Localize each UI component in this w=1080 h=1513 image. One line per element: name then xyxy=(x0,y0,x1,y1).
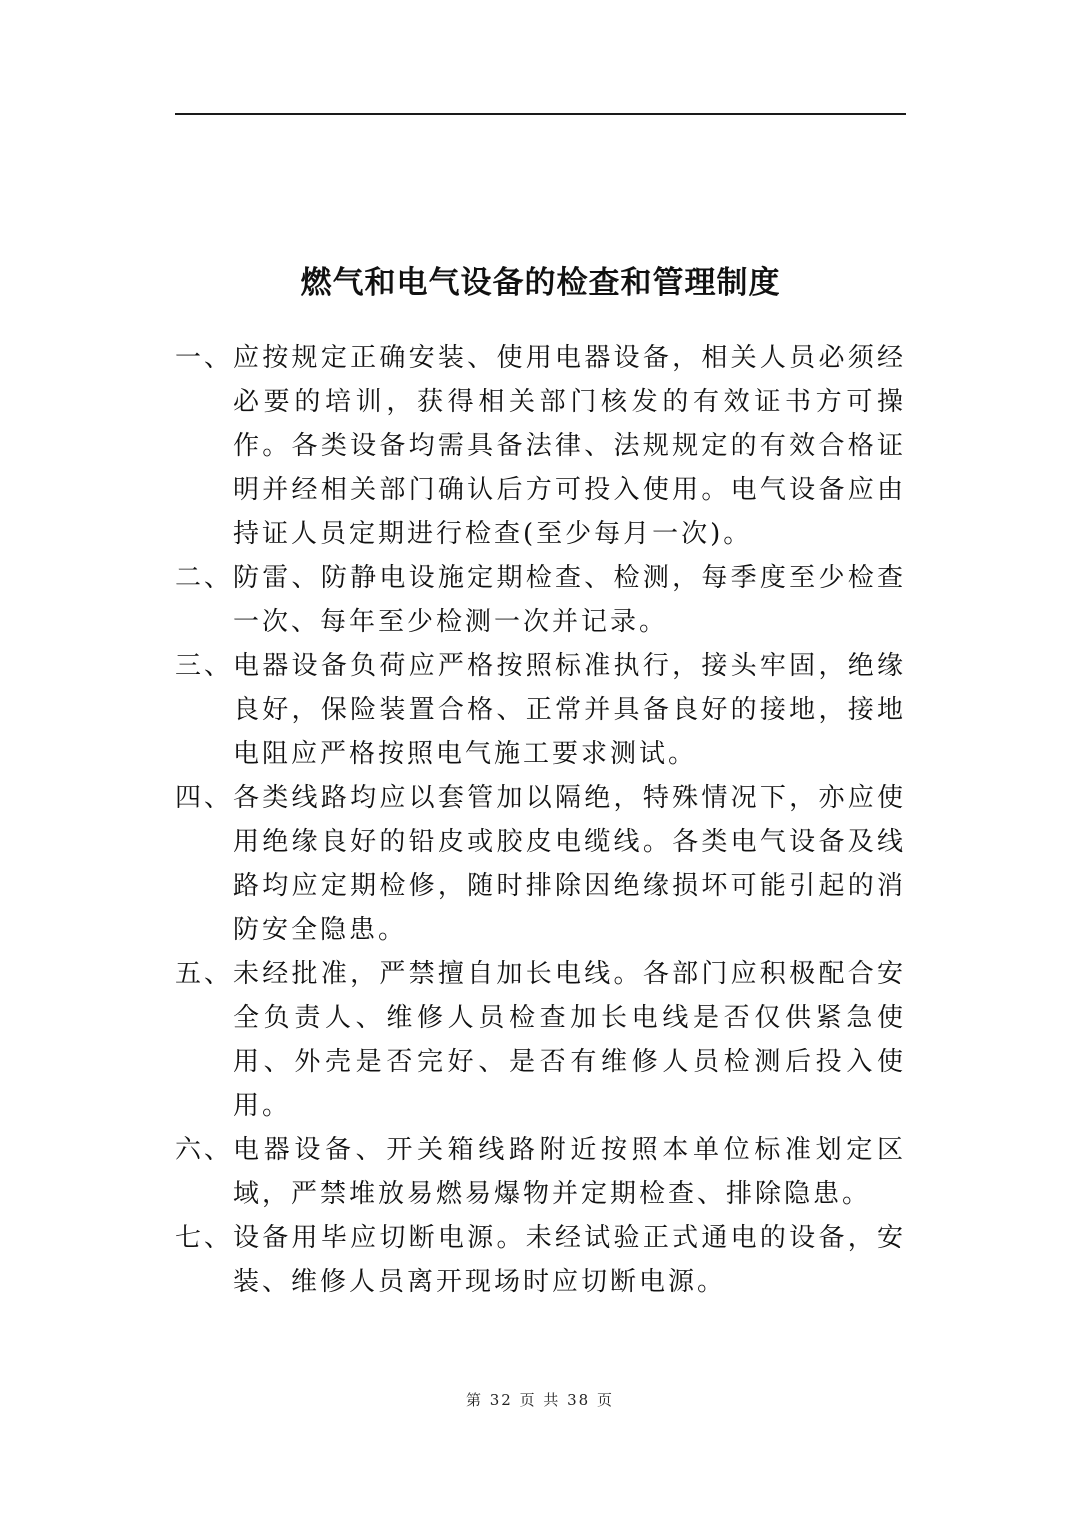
clause-7 xyxy=(175,1216,906,1304)
clause-2 xyxy=(175,556,906,644)
clause-text: 电器设备、开关箱线路附近按照本单位标准划定区域，严禁堆放易燃易爆物并定期检查、排除隐患。 xyxy=(233,1135,906,1209)
clause-number: 四、 xyxy=(175,783,234,813)
clause-3 xyxy=(175,644,906,776)
document-title: 燃气和电气设备的检查和管理制度 xyxy=(300,265,781,301)
clause-number: 六、 xyxy=(175,1135,234,1165)
clause-text: 设备用毕应切断电源。未经试验正式通电的设备，安装、维修人员离开现场时应切断电源。 xyxy=(233,1223,906,1297)
clause-number: 三、 xyxy=(175,651,234,681)
clause-number: 七、 xyxy=(175,1223,234,1253)
clause-1 xyxy=(175,336,906,556)
clause-5 xyxy=(175,952,906,1128)
clause-4 xyxy=(175,776,906,952)
clause-text: 各类线路均应以套管加以隔绝，特殊情况下，亦应使用绝缘良好的铅皮或胶皮电缆线。各类电气设备及线路均应定期检修，随时排除因绝缘损坏可能引起的消防安全隐患。 xyxy=(233,783,906,945)
clause-text: 防雷、防静电设施定期检查、检测，每季度至少检查一次、每年至少检测一次并记录。 xyxy=(233,563,906,637)
clause-text: 应按规定正确安装、使用电器设备，相关人员必须经必要的培训，获得相关部门核发的有效证书方可操作。各类设备均需具备法律、法规规定的有效合格证明并经相关部门确认后方可投入使用。电气设备应由持证人员定期进行检查(至少每月一次)。 xyxy=(233,343,906,549)
clause-text: 未经批准，严禁擅自加长电线。各部门应积极配合安全负责人、维修人员检查加长电线是否仅供紧急使用、外壳是否完好、是否有维修人员检测后投入使用。 xyxy=(233,959,906,1121)
clause-text: 电器设备负荷应严格按照标准执行，接头牢固，绝缘良好，保险装置合格、正常并具备良好的接地，接地电阻应严格按照电气施工要求测试。 xyxy=(233,651,906,769)
clause-number: 一、 xyxy=(175,343,234,373)
clause-6 xyxy=(175,1128,906,1216)
clause-number: 五、 xyxy=(175,959,234,989)
page-number-footer: 第 32 页 共 38 页 xyxy=(465,1391,614,1409)
clause-list xyxy=(175,336,906,1304)
header-rule xyxy=(175,113,906,115)
clause-number: 二、 xyxy=(175,563,234,593)
